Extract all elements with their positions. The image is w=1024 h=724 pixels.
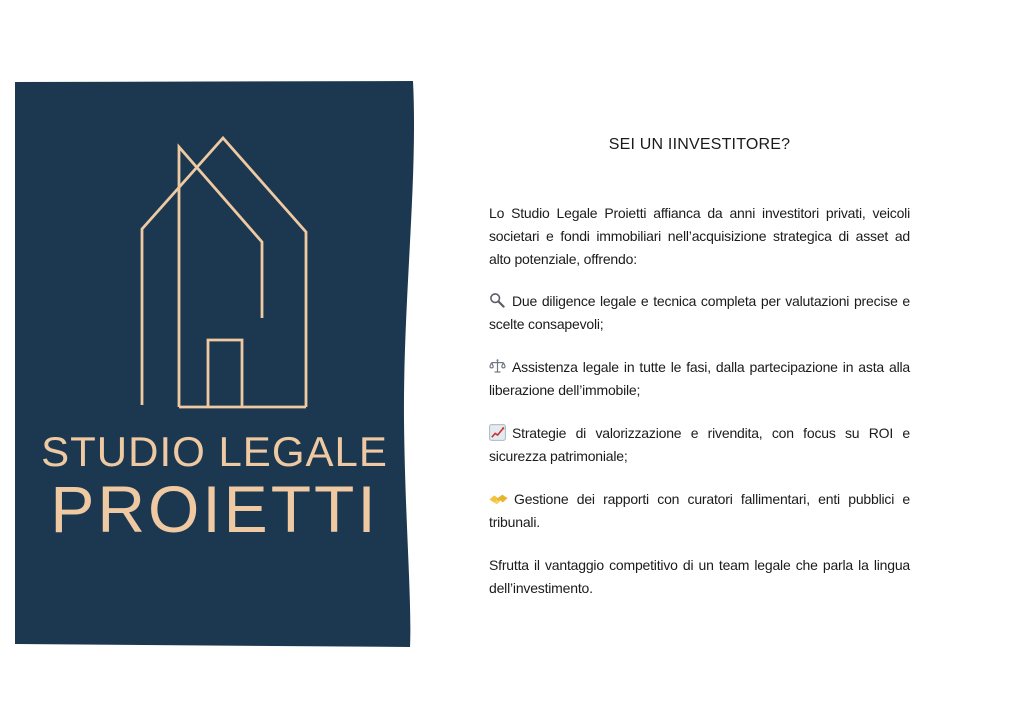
brand-panel-shape xyxy=(15,81,414,647)
bullet-due-diligence xyxy=(489,290,910,336)
brand-name-line1: STUDIO LEGALE xyxy=(41,428,388,475)
bullet-text: Strategie di valorizzazione e rivendita, con focus su ROI e sicurezza patrimoniale; xyxy=(489,425,910,464)
handshake-icon xyxy=(489,492,508,507)
chart-increasing-icon xyxy=(489,424,506,441)
bullet-assistenza-legale xyxy=(489,356,910,402)
bullet-gestione-rapporti xyxy=(489,488,910,534)
bullet-text: Gestione dei rapporti con curatori fallimentari, enti pubblici e tribunali. xyxy=(489,491,910,530)
bullet-text: Due diligence legale e tecnica completa per valutazioni precise e scelte consapevoli; xyxy=(489,293,910,332)
magnifier-icon xyxy=(489,292,506,309)
bullet-text: Assistenza legale in tutte le fasi, dalla partecipazione in asta alla liberazione dell’immobile; xyxy=(489,359,910,398)
page-title: SEI UN IINVESTITORE? xyxy=(608,136,791,153)
intro-paragraph: Lo Studio Legale Proietti affianca da anni investitori privati, veicoli societari e fondi immobiliari nell’acquisizione strategica di asset ad alto potenziale, offrendo: xyxy=(489,205,910,267)
brand-name-line2: PROIETTI xyxy=(50,472,379,546)
scales-icon xyxy=(489,358,506,375)
brand-panel xyxy=(0,0,430,724)
closing-paragraph: Sfrutta il vantaggio competitivo di un team legale che parla la lingua dell’investimento. xyxy=(489,557,910,596)
bullet-strategie xyxy=(489,422,910,468)
